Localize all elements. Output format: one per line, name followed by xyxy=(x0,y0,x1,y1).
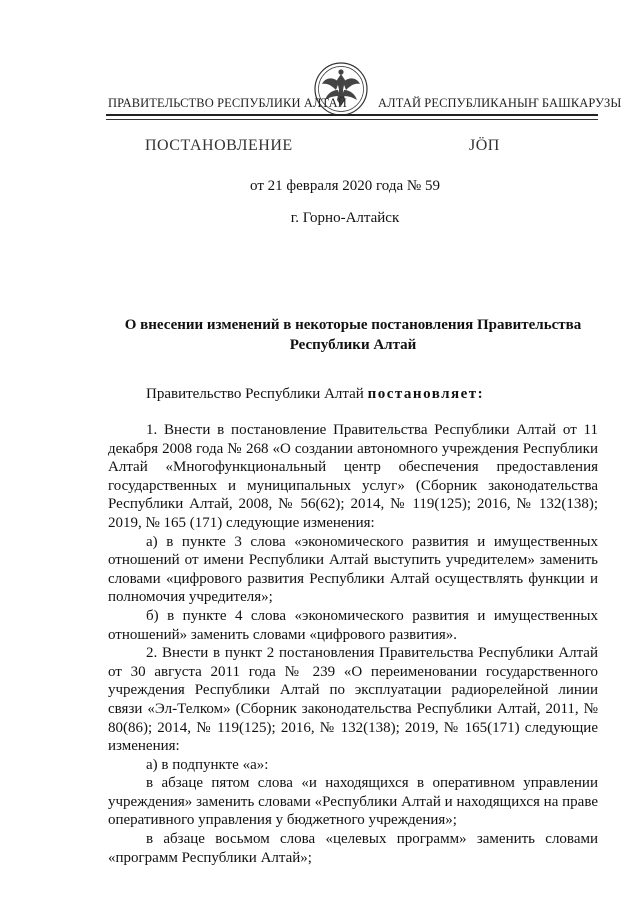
lead-prefix: Правительство Республики Алтай xyxy=(146,386,364,402)
paragraph: 1. Внести в постановление Правительства Республики Алтай от 11 декабря 2008 года № 268 «О создании автономного учреждения Республики Алтай «Многофункциональный центр обеспечения предоставления государственных и муниципальных услуг» (Сборник законодательства Республики Алтай, 2008, № 56(62); 2014, № 119(125); 2016, № 132(138); 2019, № 165 (171) следующие изменения: xyxy=(108,422,598,531)
paragraph: а) в пункте 3 слова «экономического развития и имущественных отношений от имени Республики Алтай выступить учредителем» заменить словами «цифрового развития Республики Алтай осуществлять функции и полномочия учредителя»; xyxy=(108,533,598,606)
paragraph: в абзаце восьмом слова «целевых программ» заменить словами «программ Республики Алтай»; xyxy=(108,831,598,866)
document-date: от 21 февраля 2020 года № 59 xyxy=(250,178,440,194)
header-rule-thick xyxy=(106,114,598,116)
doc-type-altai: ЈÖП xyxy=(469,137,500,154)
document-title: О внесении изменений в некоторые постановления Правительства Республики Алтай xyxy=(124,317,582,353)
org-name-russian: ПРАВИТЕЛЬСТВО РЕСПУБЛИКИ АЛТАЙ xyxy=(108,96,347,110)
paragraph: а) в подпункте «а»: xyxy=(146,756,269,773)
paragraph: б) в пункте 4 слова «экономического развития и имущественных отношений» заменить словами «цифрового развития». xyxy=(108,607,598,643)
paragraph: в абзаце пятом слова «и находящихся в оперативном управлении учреждения» заменить словами «Республики Алтай и находящихся на праве оперативного управления у бюджетного учреждения»; xyxy=(108,775,598,829)
document-body xyxy=(108,421,598,867)
document-city: г. Горно-Алтайск xyxy=(290,210,400,226)
lead-sentence xyxy=(146,386,484,403)
org-name-altai: АЛТАЙ РЕСПУБЛИКАНЫҤ БАШКАРУЗЫ xyxy=(378,96,622,110)
header-rule-thin xyxy=(106,119,598,120)
doc-type-russian: ПОСТАНОВЛЕНИЕ xyxy=(145,137,293,154)
lead-verb: постановляет: xyxy=(367,386,485,402)
paragraph: 2. Внести в пункт 2 постановления Правительства Республики Алтай от 30 августа 2011 года № 239 «О переименовании государственного учреждения Республики Алтай по эксплуатации радиорелейной линии связи «Эл-Телком» (Сборник законодательства Республики Алтай, 2011, № 80(86); 2014, № 119(125); 2016, № 132(138); 2019, № 165(171) следующие изменения: xyxy=(108,645,598,755)
